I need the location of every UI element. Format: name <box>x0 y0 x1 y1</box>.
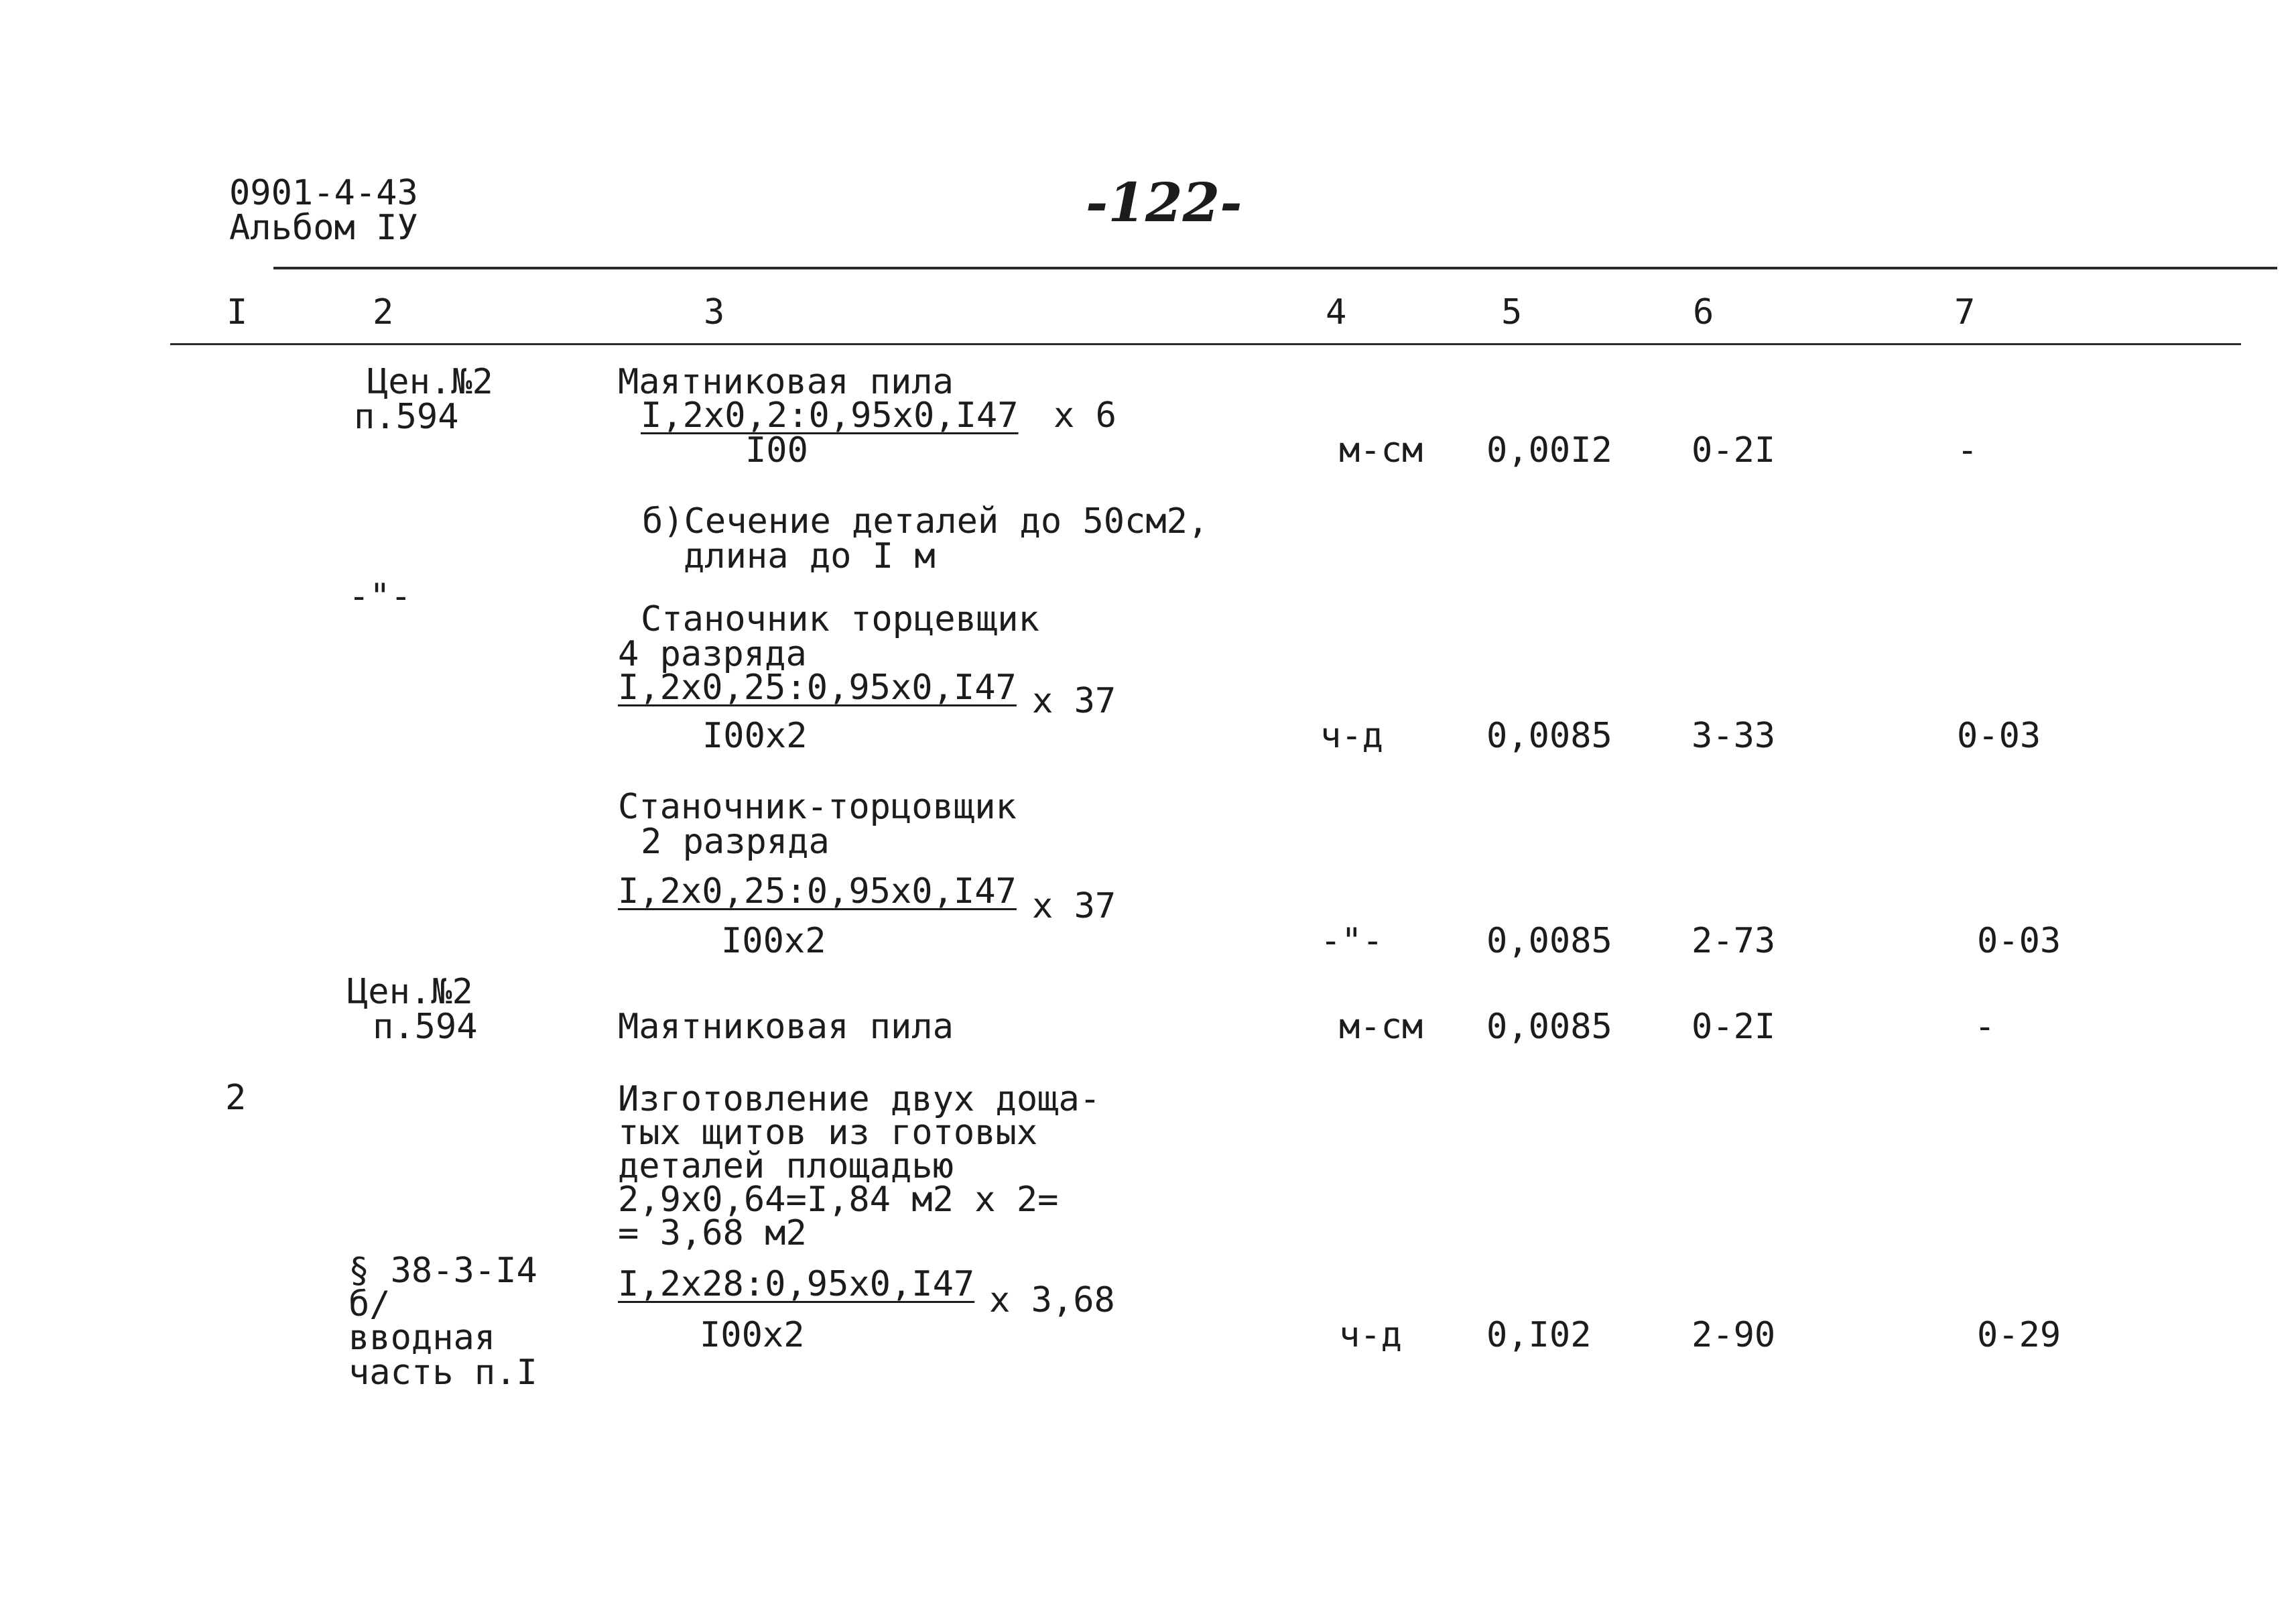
header-rule-bottom <box>170 343 2241 345</box>
row-description: 2,9x0,64=I,84 м2 x 2= <box>618 1180 1059 1220</box>
row-description: 2 разряда <box>641 822 830 862</box>
row-reference: б/ <box>348 1284 391 1324</box>
row-description: Маятниковая пила <box>618 362 954 402</box>
row-quantity: 0,00I2 <box>1486 430 1612 471</box>
row-quantity: 0,I02 <box>1486 1315 1592 1355</box>
row-reference: вводная <box>348 1318 496 1358</box>
formula-denominator: I00x2 <box>700 1315 805 1355</box>
row-reference: п.594 <box>354 397 459 437</box>
row-description: Станочник торцевщик <box>641 599 1039 639</box>
row-description: 4 разряда <box>618 634 807 674</box>
formula-denominator: I00 <box>745 430 808 471</box>
row-unit: м-см <box>1339 1007 1423 1047</box>
album-label: Альбом IУ <box>229 208 418 248</box>
row-quantity: 0,0085 <box>1486 716 1612 756</box>
formula-numerator: I,2x0,25:0,95x0,I47 <box>618 871 1017 912</box>
row-description: Маятниковая пила <box>618 1007 954 1047</box>
ditto-mark: -"- <box>348 576 411 617</box>
formula-numerator: I,2x0,25:0,95x0,I47 <box>618 668 1017 708</box>
row-reference: Цен.№2 <box>347 972 473 1012</box>
column-number-3: 3 <box>704 292 725 332</box>
row-description: деталей площадью <box>618 1146 954 1186</box>
row-cost: 0-29 <box>1977 1315 2061 1355</box>
formula-multiplier: x 37 <box>1032 886 1117 926</box>
subsection-title: б)Сечение деталей до 50см2, <box>642 501 1209 542</box>
row-rate: 3-33 <box>1692 716 1776 756</box>
row-number: 2 <box>225 1078 247 1118</box>
formula-numerator: I,2x0,2:0,95x0,I47 <box>641 395 1019 436</box>
row-description: Станочник-торцовщик <box>618 787 1017 827</box>
formula-denominator: I00x2 <box>721 921 826 961</box>
row-unit: ч-д <box>1320 716 1383 756</box>
row-quantity: 0,0085 <box>1486 921 1612 961</box>
row-cost: 0-03 <box>1977 921 2061 961</box>
row-description: = 3,68 м2 <box>618 1213 807 1253</box>
formula-multiplier: x 6 <box>1054 395 1117 436</box>
row-cost: - <box>1957 430 1978 471</box>
row-rate: 2-90 <box>1692 1315 1776 1355</box>
row-reference: § 38-3-I4 <box>348 1251 537 1291</box>
formula-numerator: I,2x28:0,95x0,I47 <box>618 1264 975 1304</box>
row-description: тых щитов из готовых <box>618 1113 1038 1153</box>
row-rate: 0-2I <box>1692 430 1776 471</box>
column-number-2: 2 <box>373 292 394 332</box>
row-reference: часть п.I <box>348 1353 537 1393</box>
row-description: Изготовление двух доща- <box>618 1079 1101 1119</box>
header-rule-top <box>273 267 2277 269</box>
row-cost: - <box>1974 1007 1996 1047</box>
row-reference: Цен.№2 <box>367 362 493 402</box>
column-number-1: I <box>227 292 248 332</box>
formula-multiplier: x 3,68 <box>989 1280 1115 1320</box>
row-quantity: 0,0085 <box>1486 1007 1612 1047</box>
formula-denominator: I00x2 <box>702 716 808 756</box>
formula-multiplier: x 37 <box>1032 681 1117 721</box>
row-rate: 2-73 <box>1692 921 1776 961</box>
row-reference: п.594 <box>373 1007 478 1047</box>
subsection-title: длина до I м <box>684 536 936 576</box>
page-number: -122- <box>1086 171 1242 234</box>
row-unit: м-см <box>1339 430 1423 471</box>
column-number-7: 7 <box>1954 292 1976 332</box>
row-unit: ч-д <box>1339 1315 1402 1355</box>
row-cost: 0-03 <box>1957 716 2041 756</box>
column-number-4: 4 <box>1326 292 1347 332</box>
column-number-6: 6 <box>1693 292 1714 332</box>
row-rate: 0-2I <box>1692 1007 1776 1047</box>
column-number-5: 5 <box>1501 292 1523 332</box>
doc-code: 0901-4-43 <box>229 173 418 213</box>
row-unit: -"- <box>1320 921 1383 961</box>
